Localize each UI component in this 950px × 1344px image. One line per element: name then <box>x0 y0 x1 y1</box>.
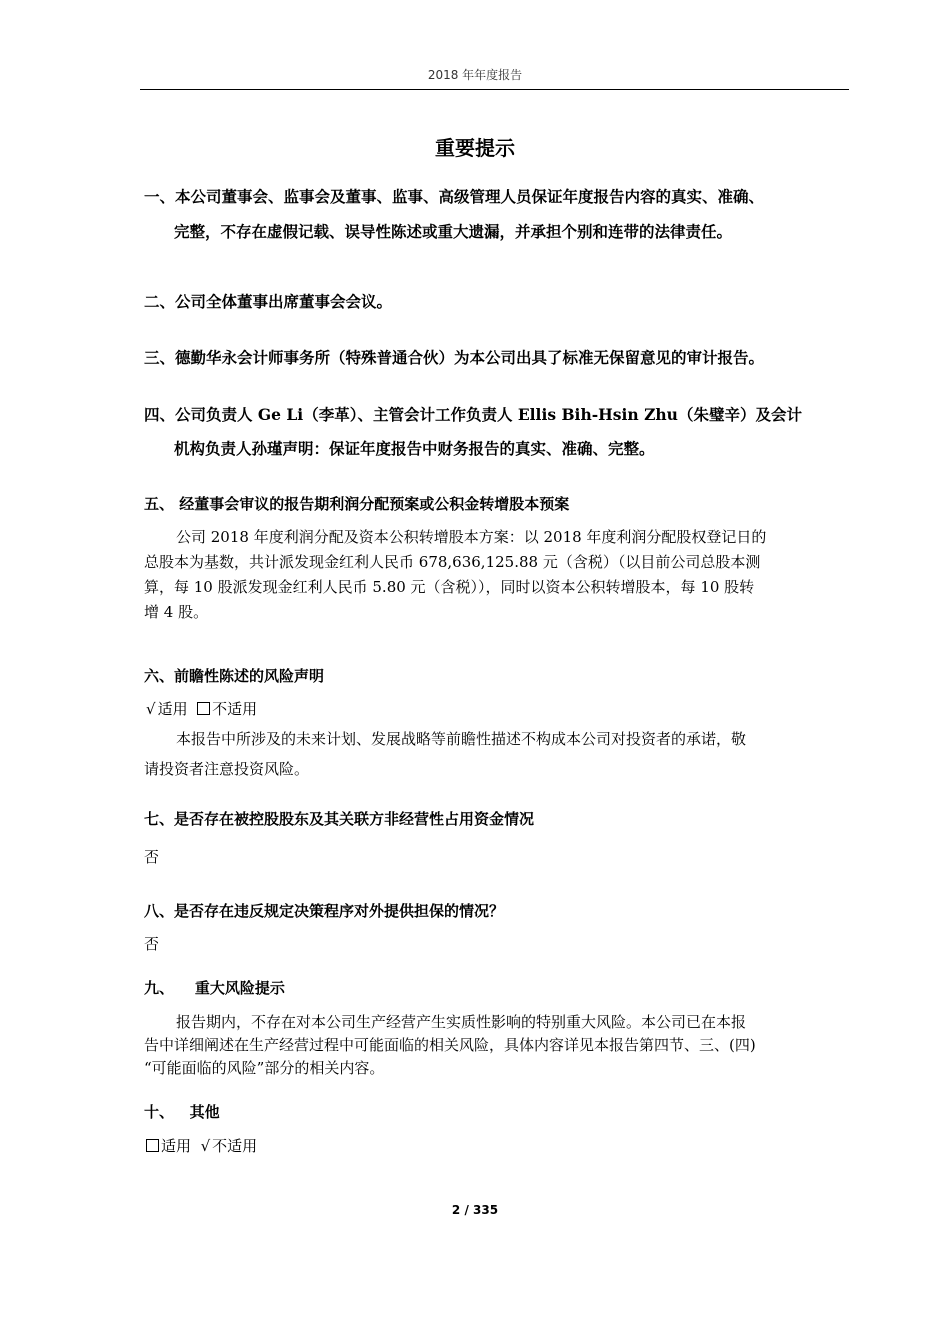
person-name-ellis-zhu: Ellis Bih-Hsin Zhu <box>517 405 678 424</box>
section-1-line-1: 一、本公司董事会、监事会及董事、监事、高级管理人员保证年度报告内容的真实、准确、 <box>144 188 765 206</box>
page-title: 重要提示 <box>435 136 515 160</box>
section-6-line-1: 本报告中所涉及的未来计划、发展战略等前瞻性描述不构成本公司对投资者的承诺，敬 <box>176 730 747 748</box>
section-9-line-1: 报告期内，不存在对本公司生产经营产生实质性影响的特别重大风险。本公司已在本报 <box>176 1013 747 1031</box>
header-rule <box>140 89 849 90</box>
section-6-line-2: 请投资者注意投资风险。 <box>144 760 310 778</box>
section-9-line-2: 告中详细阐述在生产经营过程中可能面临的相关风险，具体内容详见本报告第四节、三、(四) <box>144 1036 756 1054</box>
page-number: 2 / 335 <box>451 1203 499 1217</box>
section-9-heading: 九、 重大风险提示 <box>144 979 285 997</box>
section-8-heading: 八、是否存在违反规定决策程序对外提供担保的情况？ <box>144 902 505 920</box>
section-5-line-1: 公司 2018 年度利润分配及资本公积转增股本方案：以 2018 年度利润分配股权登记日的 <box>176 528 767 546</box>
section-7-heading: 七、是否存在被控股股东及其关联方非经营性占用资金情况 <box>144 810 535 828</box>
empty-checkbox-icon <box>197 702 210 715</box>
section-9-line-3: “可能面临的风险”部分的相关内容。 <box>144 1059 385 1077</box>
person-name-ge-li: Ge Li <box>257 405 304 424</box>
section-5-heading: 五、 经董事会审议的报告期利润分配预案或公积金转增股本预案 <box>144 495 570 513</box>
section-5-line-2: 总股本为基数，共计派发现金红利人民币 678,636,125.88 元（含税）（以目前公司总股本测 <box>144 553 761 571</box>
empty-checkbox-icon <box>146 1139 159 1152</box>
section-1-line-2: 完整，不存在虚假记载、误导性陈述或重大遗漏，并承担个别和连带的法律责任。 <box>174 223 733 241</box>
section-5-line-3: 算，每 10 股派发现金红利人民币 5.80 元（含税）），同时以资本公积转增股本，每 10 股转 <box>144 578 755 596</box>
section-10-applicability: 适用 √ 不适用 <box>146 1135 257 1156</box>
section-4-line-1: 四、公司负责人 Ge Li（李革）、主管会计工作负责人 Ellis Bih-Hsin Zhu（朱璧辛）及会计 <box>144 405 802 424</box>
check-mark-icon: √ <box>146 700 156 718</box>
check-mark-icon: √ <box>200 1137 211 1155</box>
section-6-heading: 六、前瞻性陈述的风险声明 <box>144 667 325 685</box>
section-5-line-4: 增 4 股。 <box>144 603 209 621</box>
section-6-applicability: √ 适用 不适用 <box>146 700 258 718</box>
section-7-answer: 否 <box>144 848 160 866</box>
section-2: 二、公司全体董事出席董事会会议。 <box>144 293 393 311</box>
section-10-heading: 十、 其他 <box>144 1103 220 1121</box>
running-header: 2018 年年度报告 <box>427 68 523 82</box>
section-8-answer: 否 <box>144 935 160 953</box>
section-3: 三、德勤华永会计师事务所（特殊普通合伙）为本公司出具了标准无保留意见的审计报告。 <box>144 349 765 367</box>
section-4-line-2: 机构负责人孙瑾声明：保证年度报告中财务报告的真实、准确、完整。 <box>174 440 655 458</box>
